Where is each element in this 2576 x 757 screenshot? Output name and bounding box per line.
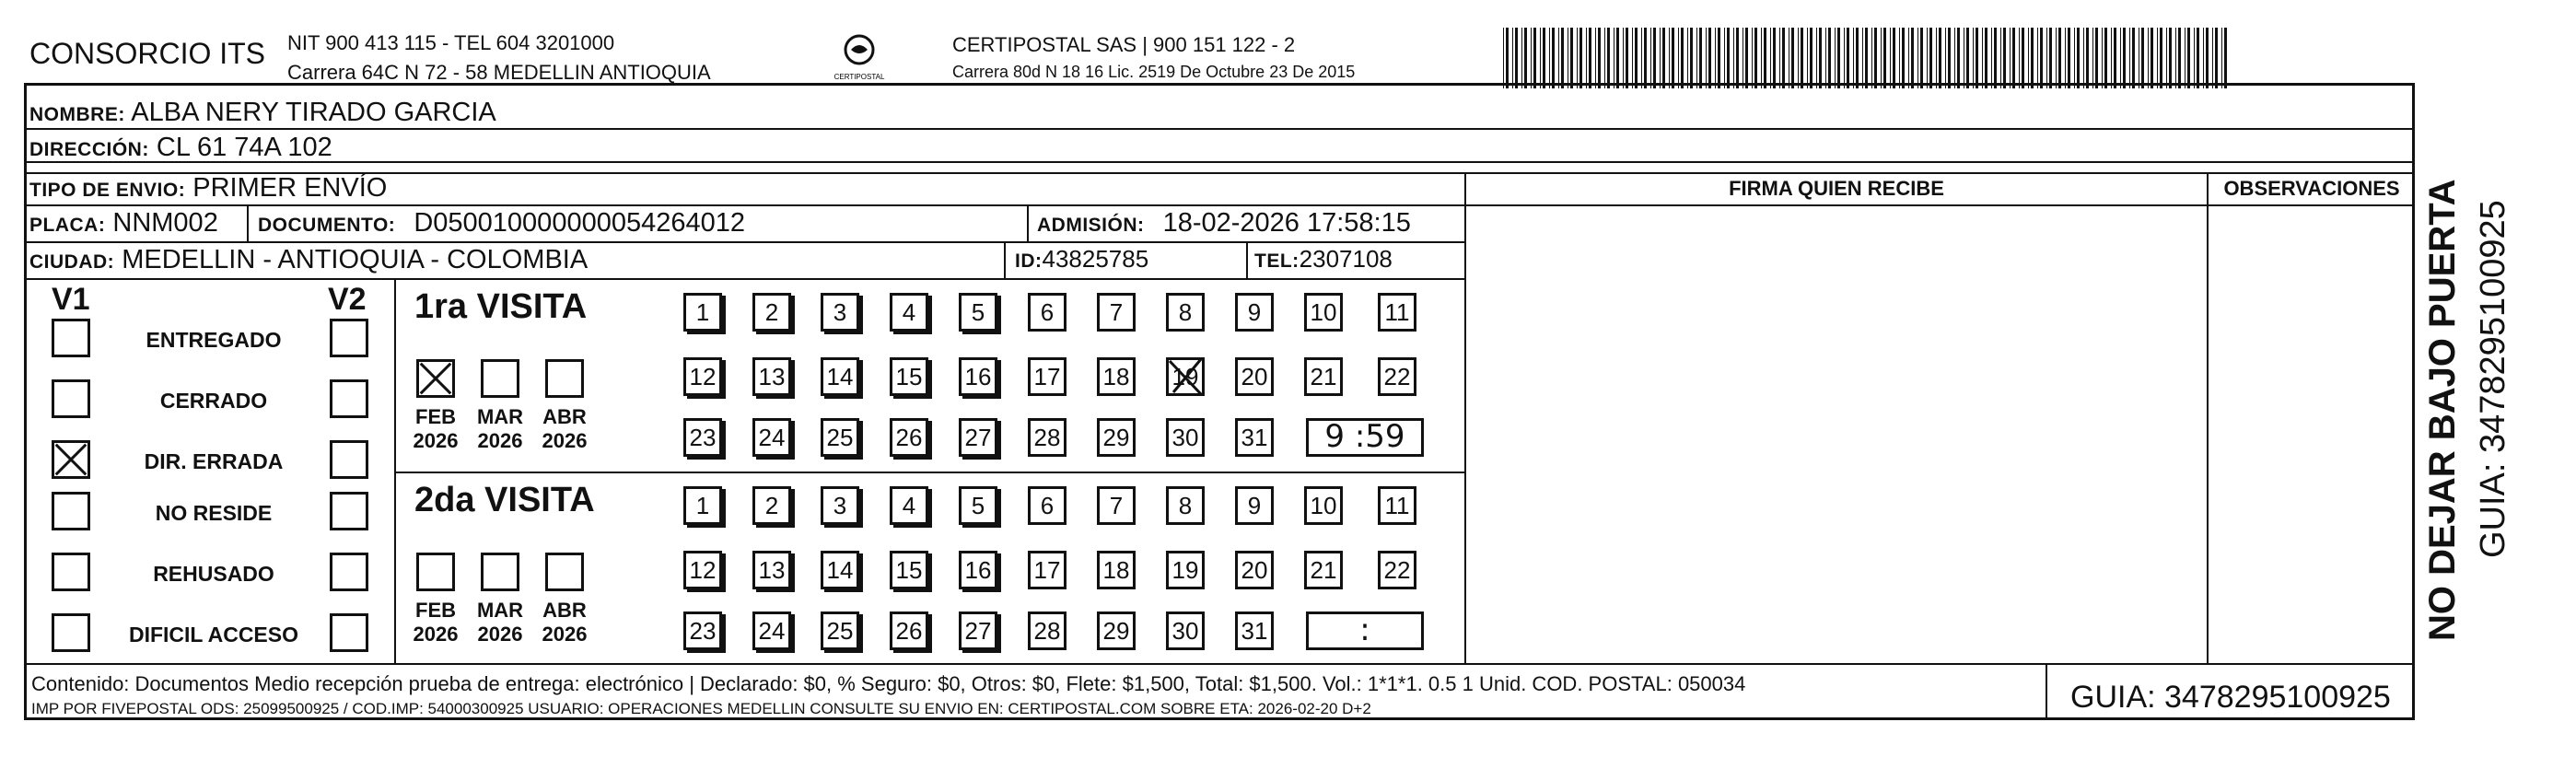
barcode-bar xyxy=(1890,28,1891,88)
day-box[interactable]: 14 xyxy=(821,357,859,396)
barcode-bar xyxy=(1862,28,1863,88)
day-box[interactable]: 20 xyxy=(1235,551,1274,589)
tel-field: TEL:2307108 xyxy=(1254,245,1393,273)
barcode-bar xyxy=(2120,28,2121,88)
barcode-bar xyxy=(1819,28,1822,88)
barcode-bar xyxy=(1577,28,1578,88)
barcode-bar xyxy=(2151,28,2153,88)
visit-time[interactable]: 9 :59 xyxy=(1306,418,1424,457)
barcode-bar xyxy=(1533,28,1536,88)
barcode-bar xyxy=(1558,28,1559,88)
visit-title: 2da VISITA xyxy=(414,481,595,519)
month-label xyxy=(408,599,463,646)
day-box[interactable]: 4 xyxy=(890,293,928,332)
barcode-bar xyxy=(2095,28,2098,88)
barcode-bar xyxy=(2148,28,2149,88)
day-box[interactable]: 25 xyxy=(821,418,859,457)
barcode-bar xyxy=(1853,28,1854,88)
barcode-bar xyxy=(2169,28,2172,88)
carrier-address: Carrera 80d N 18 16 Lic. 2519 De Octubre 23 De 2015 xyxy=(952,63,1356,81)
direccion-value: CL 61 74A 102 xyxy=(156,133,332,162)
month-year: 2026 xyxy=(477,623,523,646)
id-value: 43825785 xyxy=(1042,245,1149,273)
nombre-value: ALBA NERY TIRADO GARCIA xyxy=(131,98,496,127)
barcode-bar xyxy=(2221,28,2222,88)
status-v2-checkbox[interactable] xyxy=(330,379,368,418)
barcode-bar xyxy=(1715,28,1716,88)
barcode-bar xyxy=(1745,28,1748,88)
admision-field: ADMISIÓN: 18-02-2026 17:58:15 xyxy=(1037,208,1411,238)
barcode-bar xyxy=(1727,28,1730,88)
day-box[interactable]: 3 xyxy=(821,486,859,525)
barcode-bar xyxy=(1570,28,1573,88)
nombre-field: NOMBRE: ALBA NERY TIRADO GARCIA xyxy=(29,98,496,127)
barcode-bar xyxy=(1579,28,1582,88)
barcode-bar xyxy=(1908,28,1909,88)
barcode-bar xyxy=(1844,28,1845,88)
day-box[interactable]: 17 xyxy=(1028,551,1067,589)
status-label: REHUSADO xyxy=(153,562,274,586)
day-box[interactable]: 23 xyxy=(683,611,722,650)
day-box[interactable]: 12 xyxy=(683,551,722,589)
side-guia: GUIA: 3478295100925 xyxy=(2474,200,2512,558)
barcode-bar xyxy=(1936,28,1937,88)
barcode-bar xyxy=(1957,28,1960,88)
barcode-bar xyxy=(1623,28,1624,88)
barcode-bar xyxy=(1503,28,1504,88)
barcode-bar xyxy=(1871,28,1872,88)
day-box[interactable]: 16 xyxy=(959,551,997,589)
barcode-bar xyxy=(1515,28,1518,88)
day-box[interactable]: 24 xyxy=(752,418,791,457)
barcode-bar xyxy=(1828,28,1831,88)
month-label xyxy=(408,405,463,453)
month-checkbox[interactable] xyxy=(416,359,455,398)
status-v1-checkbox[interactable] xyxy=(52,492,90,530)
barcode-bar xyxy=(1552,28,1555,88)
observaciones-area[interactable] xyxy=(2209,204,2415,663)
barcode-bar xyxy=(2157,28,2158,88)
visit-title: 1ra VISITA xyxy=(414,287,588,326)
barcode-bar xyxy=(2083,28,2084,88)
day-box[interactable]: 6 xyxy=(1028,486,1067,525)
day-box[interactable]: 15 xyxy=(890,357,928,396)
barcode-bar xyxy=(2058,28,2061,88)
day-box[interactable]: 8 xyxy=(1166,293,1205,332)
month-name: FEB xyxy=(415,405,456,428)
barcode-bar xyxy=(2114,28,2116,88)
barcode-bar xyxy=(1650,28,1651,88)
barcode-bar xyxy=(2194,28,2195,88)
footer-contenido: Contenido: Documentos Medio recepción prueba de entrega: electrónico | Declarado: $0, % Seguro: $0, Otros: $0, Flete: $1,500, Total: $1,500. Vol.: 1*1*1. 0.5 1 Unid. COD. POSTAL: 050034 xyxy=(31,672,1746,695)
month-year: 2026 xyxy=(542,429,588,452)
status-label: DIR. ERRADA xyxy=(144,449,284,473)
day-box[interactable]: 20 xyxy=(1235,357,1274,396)
barcode-bar xyxy=(1917,28,1918,88)
barcode-bar xyxy=(2185,28,2186,88)
day-box[interactable]: 7 xyxy=(1097,293,1136,332)
barcode-bar xyxy=(1607,28,1610,88)
month-checkbox[interactable] xyxy=(416,553,455,591)
barcode-bar xyxy=(2012,28,2015,88)
month-checkbox[interactable] xyxy=(545,359,584,398)
status-v2-checkbox[interactable] xyxy=(330,553,368,591)
barcode-bar xyxy=(1752,28,1753,88)
barcode-bar xyxy=(1945,28,1946,88)
barcode-bar xyxy=(2212,28,2213,88)
day-box[interactable]: 11 xyxy=(1378,486,1416,525)
barcode-bar xyxy=(2056,28,2057,88)
barcode-bar xyxy=(2178,28,2181,88)
day-box[interactable]: 14 xyxy=(821,551,859,589)
month-checkbox[interactable] xyxy=(481,553,519,591)
day-box[interactable]: 13 xyxy=(752,551,791,589)
month-name: FEB xyxy=(415,599,456,622)
day-box[interactable]: 5 xyxy=(959,293,997,332)
status-v2-checkbox[interactable] xyxy=(330,319,368,357)
day-box[interactable]: 8 xyxy=(1166,486,1205,525)
id-field: ID:43825785 xyxy=(1015,245,1149,273)
day-box[interactable]: 25 xyxy=(821,611,859,650)
side-warning: NO DEJAR BAJO PUERTA xyxy=(2422,179,2463,641)
day-box[interactable]: 23 xyxy=(683,418,722,457)
barcode-bar xyxy=(1644,28,1647,88)
barcode-bar xyxy=(2086,28,2089,88)
barcode-bar xyxy=(1985,28,1987,88)
barcode-bar xyxy=(2074,28,2075,88)
barcode-bar xyxy=(2141,28,2144,88)
svg-text:CERTIPOSTAL: CERTIPOSTAL xyxy=(833,73,885,81)
day-box[interactable]: 30 xyxy=(1166,418,1205,457)
barcode-bar xyxy=(1696,28,1697,88)
day-box[interactable]: 29 xyxy=(1097,611,1136,650)
barcode-bar xyxy=(1506,28,1509,88)
day-box[interactable]: 13 xyxy=(752,357,791,396)
barcode-bar xyxy=(1837,28,1840,88)
barcode-bar xyxy=(1994,28,1997,88)
day-box[interactable]: 9 xyxy=(1235,486,1274,525)
ciudad-field: CIUDAD: MEDELLIN - ANTIOQUIA - COLOMBIA xyxy=(29,245,589,274)
month-checkbox[interactable] xyxy=(545,553,584,591)
tipo-envio-field: TIPO DE ENVIO: PRIMER ENVÍO xyxy=(29,173,388,203)
status-label: ENTREGADO xyxy=(146,328,282,352)
barcode-bar xyxy=(1690,28,1693,88)
barcode-bar xyxy=(1939,28,1941,88)
barcode-bar xyxy=(2203,28,2204,88)
barcode-bar xyxy=(1632,28,1633,88)
barcode-bar xyxy=(2046,28,2047,88)
status-v1-checkbox[interactable] xyxy=(52,379,90,418)
status-v1-checkbox[interactable] xyxy=(52,613,90,652)
barcode-bar xyxy=(1779,28,1780,88)
month-label xyxy=(537,405,592,453)
barcode-bar xyxy=(2049,28,2052,88)
day-box[interactable]: 28 xyxy=(1028,418,1067,457)
day-box[interactable]: 26 xyxy=(890,418,928,457)
barcode-bar xyxy=(1874,28,1877,88)
barcode-bar xyxy=(1598,28,1601,88)
carrier-line: CERTIPOSTAL SAS | 900 151 122 - 2 xyxy=(952,33,1296,56)
barcode-bar xyxy=(2019,28,2020,88)
barcode-bar xyxy=(1754,28,1757,88)
day-box[interactable]: 18 xyxy=(1097,357,1136,396)
month-year: 2026 xyxy=(413,429,459,452)
v2-header: V2 xyxy=(328,282,367,317)
status-v2-checkbox[interactable] xyxy=(330,613,368,652)
barcode-bar xyxy=(1681,28,1684,88)
day-check-mark xyxy=(1164,354,1208,398)
barcode-bar xyxy=(2123,28,2126,88)
barcode-bar xyxy=(1816,28,1817,88)
barcode-bar xyxy=(1561,28,1564,88)
status-v2-checkbox[interactable] xyxy=(330,492,368,530)
company-name: CONSORCIO ITS xyxy=(29,37,266,70)
barcode-bar xyxy=(1976,28,1978,88)
barcode-bar xyxy=(1801,28,1803,88)
day-box[interactable]: 29 xyxy=(1097,418,1136,457)
barcode-bar xyxy=(1865,28,1868,88)
barcode-bar xyxy=(2000,28,2001,88)
day-box[interactable]: 5 xyxy=(959,486,997,525)
barcode-bar xyxy=(1660,28,1661,88)
barcode-bar xyxy=(2160,28,2162,88)
day-box[interactable]: 24 xyxy=(752,611,791,650)
barcode-bar xyxy=(1954,28,1955,88)
barcode-bar xyxy=(2040,28,2043,88)
status-v1-checkbox[interactable] xyxy=(52,553,90,591)
footer-impresion: IMP POR FIVEPOSTAL ODS: 25099500925 / COD.IMP: 54000300925 USUARIO: OPERACIONES MEDELLIN CONSULTE SU ENVIO EN: CERTIPOSTAL.COM SOBRE ETA: 2026-02-20 D+2 xyxy=(31,700,1371,717)
visit-time[interactable]: : xyxy=(1306,611,1424,650)
barcode-bar xyxy=(1782,28,1785,88)
documento-field: DOCUMENTO: D050010000000054264012 xyxy=(258,208,745,238)
barcode-bar xyxy=(1687,28,1688,88)
day-box[interactable]: 31 xyxy=(1235,418,1274,457)
barcode-bar xyxy=(2215,28,2218,88)
day-box[interactable]: 7 xyxy=(1097,486,1136,525)
barcode-bar xyxy=(1699,28,1702,88)
barcode-bar xyxy=(1653,28,1656,88)
tipo-envio-value: PRIMER ENVÍO xyxy=(192,173,388,203)
certipostal-logo xyxy=(827,31,892,83)
barcode-bar xyxy=(1543,28,1545,88)
status-label: CERRADO xyxy=(159,389,268,413)
day-box[interactable]: 28 xyxy=(1028,611,1067,650)
day-box[interactable]: 6 xyxy=(1028,293,1067,332)
barcode-bar xyxy=(1810,28,1813,88)
barcode-bar xyxy=(1635,28,1638,88)
company-address: Carrera 64C N 72 - 58 MEDELLIN ANTIOQUIA xyxy=(287,61,711,84)
barcode-bar xyxy=(1798,28,1799,88)
firma-area[interactable] xyxy=(1466,204,2207,663)
barcode-bar xyxy=(2031,28,2034,88)
day-box[interactable]: 4 xyxy=(890,486,928,525)
barcode-bar xyxy=(1736,28,1739,88)
month-name: MAR xyxy=(476,405,524,428)
barcode-bar xyxy=(1549,28,1550,88)
barcode-bar xyxy=(1825,28,1826,88)
barcode-bar xyxy=(2010,28,2011,88)
barcode-bar xyxy=(1929,28,1932,88)
barcode-bar xyxy=(1669,28,1670,88)
day-box[interactable]: 1 xyxy=(683,486,722,525)
barcode-bar xyxy=(1902,28,1905,88)
firma-column-title: FIRMA QUIEN RECIBE xyxy=(1729,177,1944,200)
status-v1-checkbox[interactable] xyxy=(52,440,90,479)
ciudad-value: MEDELLIN - ANTIOQUIA - COLOMBIA xyxy=(122,245,589,274)
barcode-bar xyxy=(2022,28,2024,88)
day-box[interactable]: 9 xyxy=(1235,293,1274,332)
day-box[interactable]: 1 xyxy=(683,293,722,332)
placa-value: NNM002 xyxy=(112,208,218,238)
day-box[interactable]: 27 xyxy=(959,611,997,650)
day-box[interactable]: 18 xyxy=(1097,551,1136,589)
day-box[interactable]: 26 xyxy=(890,611,928,650)
barcode-bar xyxy=(2111,28,2112,88)
barcode-bar xyxy=(1662,28,1665,88)
barcode-bar xyxy=(2166,28,2167,88)
barcode-bar xyxy=(1531,28,1532,88)
day-box[interactable]: 10 xyxy=(1304,293,1343,332)
barcode-bar xyxy=(1883,28,1886,88)
month-year: 2026 xyxy=(477,429,523,452)
month-year: 2026 xyxy=(542,623,588,646)
barcode-bar xyxy=(1764,28,1766,88)
barcode-bar xyxy=(1626,28,1628,88)
footer-guia: GUIA: 3478295100925 xyxy=(2070,680,2391,715)
barcode-bar xyxy=(2003,28,2006,88)
month-label xyxy=(472,405,528,453)
barcode-bar xyxy=(2206,28,2209,88)
documento-value: D050010000000054264012 xyxy=(414,208,745,238)
status-v2-checkbox[interactable] xyxy=(330,440,368,479)
month-checkbox[interactable] xyxy=(481,359,519,398)
day-box[interactable]: 21 xyxy=(1304,357,1343,396)
barcode-bar xyxy=(1982,28,1983,88)
barcode-bar xyxy=(1521,28,1522,88)
observaciones-column-title: OBSERVACIONES xyxy=(2223,177,2400,200)
barcode-bar xyxy=(2129,28,2130,88)
month-label xyxy=(472,599,528,646)
day-box[interactable]: 3 xyxy=(821,293,859,332)
barcode-bar xyxy=(1604,28,1605,88)
day-box[interactable]: 22 xyxy=(1378,551,1416,589)
day-box[interactable]: 27 xyxy=(959,418,997,457)
day-box[interactable]: 31 xyxy=(1235,611,1274,650)
barcode-bar xyxy=(1847,28,1849,88)
barcode-bar xyxy=(1911,28,1914,88)
barcode-bar xyxy=(1973,28,1974,88)
barcode-bar xyxy=(1672,28,1674,88)
barcode-bar xyxy=(2077,28,2080,88)
barcode-bar xyxy=(2037,28,2038,88)
barcode-bar xyxy=(2175,28,2176,88)
barcode-bar xyxy=(2132,28,2135,88)
barcode-bar xyxy=(1724,28,1725,88)
day-box[interactable]: 12 xyxy=(683,357,722,396)
barcode-bar xyxy=(1770,28,1771,88)
barcode-bar xyxy=(2092,28,2093,88)
barcode-bar xyxy=(1524,28,1527,88)
status-v1-checkbox[interactable] xyxy=(52,319,90,357)
day-box[interactable]: 15 xyxy=(890,551,928,589)
month-name: ABR xyxy=(542,405,587,428)
status-label: NO RESIDE xyxy=(155,501,273,525)
barcode-bar xyxy=(1881,28,1882,88)
month-label xyxy=(537,599,592,646)
barcode-bar xyxy=(1773,28,1776,88)
barcode-bar xyxy=(1733,28,1734,88)
barcode-bar xyxy=(1807,28,1808,88)
barcode-bar xyxy=(1512,28,1513,88)
day-box[interactable]: 2 xyxy=(752,293,791,332)
barcode-bar xyxy=(1920,28,1923,88)
barcode-bar xyxy=(1835,28,1836,88)
barcode-bar xyxy=(2197,28,2199,88)
barcode-bar xyxy=(1540,28,1541,88)
barcode-bar xyxy=(1761,28,1762,88)
month-name: MAR xyxy=(476,599,524,622)
status-label: DIFICIL ACCESO xyxy=(128,623,298,646)
day-box[interactable]: 2 xyxy=(752,486,791,525)
barcode-bar xyxy=(2068,28,2070,88)
tel-value: 2307108 xyxy=(1299,245,1393,273)
barcode-bar xyxy=(1718,28,1720,88)
day-box[interactable]: 21 xyxy=(1304,551,1343,589)
barcode xyxy=(1503,28,2231,88)
barcode-bar xyxy=(1589,28,1591,88)
barcode-bar xyxy=(2102,28,2103,88)
placa-field: PLACA: NNM002 xyxy=(29,208,218,238)
barcode-bar xyxy=(1708,28,1711,88)
month-year: 2026 xyxy=(413,623,459,646)
barcode-bar xyxy=(1586,28,1587,88)
day-box[interactable]: 10 xyxy=(1304,486,1343,525)
barcode-bar xyxy=(1966,28,1969,88)
nit-line: NIT 900 413 115 - TEL 604 3201000 xyxy=(287,31,615,54)
day-box[interactable]: 16 xyxy=(959,357,997,396)
barcode-bar xyxy=(1991,28,1992,88)
barcode-bar xyxy=(1616,28,1619,88)
barcode-bar xyxy=(2065,28,2066,88)
month-name: ABR xyxy=(542,599,587,622)
barcode-bar xyxy=(1948,28,1951,88)
barcode-bar xyxy=(1595,28,1596,88)
admision-value: 18-02-2026 17:58:15 xyxy=(1162,208,1411,238)
v1-header: V1 xyxy=(52,282,90,317)
barcode-bar xyxy=(1899,28,1900,88)
day-box[interactable]: 19 xyxy=(1166,357,1205,396)
barcode-bar xyxy=(2224,28,2227,88)
barcode-bar xyxy=(1791,28,1794,88)
barcode-bar xyxy=(1927,28,1928,88)
barcode-bar xyxy=(1706,28,1707,88)
barcode-bar xyxy=(1856,28,1859,88)
barcode-bar xyxy=(2104,28,2107,88)
barcode-bar xyxy=(2028,28,2029,88)
barcode-bar xyxy=(1893,28,1895,88)
day-box[interactable]: 19 xyxy=(1166,551,1205,589)
barcode-bar xyxy=(1678,28,1679,88)
barcode-bar xyxy=(1641,28,1642,88)
day-box[interactable]: 22 xyxy=(1378,357,1416,396)
day-box[interactable]: 30 xyxy=(1166,611,1205,650)
barcode-bar xyxy=(2187,28,2190,88)
day-box[interactable]: 11 xyxy=(1378,293,1416,332)
direccion-field: DIRECCIÓN: CL 61 74A 102 xyxy=(29,133,332,162)
day-box[interactable]: 17 xyxy=(1028,357,1067,396)
